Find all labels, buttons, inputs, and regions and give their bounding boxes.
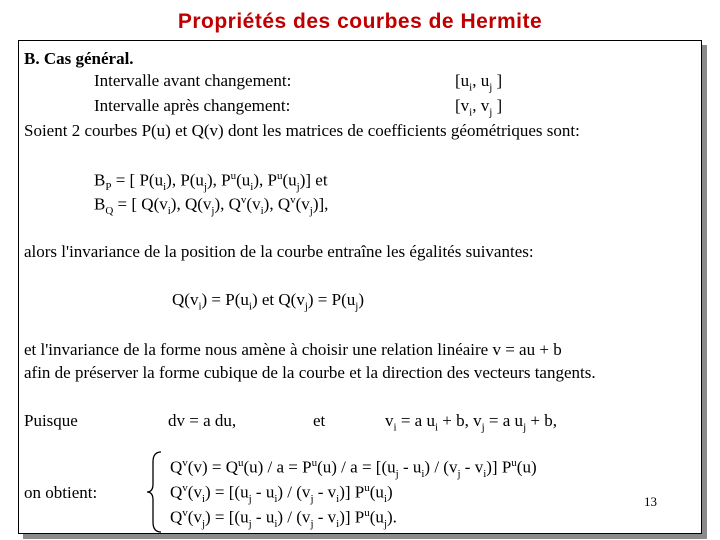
matrix-bq: $B_Q$ = [ $Q(v_i)$, $Q(v_j)$, $Q^v(v_i)$, $Q^v(v_j)$], xyxy=(94,194,329,218)
page-number: 13 xyxy=(644,494,657,509)
obtain-label: on obtient: xyxy=(24,483,98,502)
invariance-form-line-1: et l'invariance de la forme nous amène à choisir une relation linéaire v = au + b xyxy=(24,340,562,359)
section-heading: B. Cas général. xyxy=(24,49,134,68)
result-equation-1: $Q^v(v) = Q^u(u) / a = P^u(u) / a = [(u_j - u_i) / (v_j - v_i)]$ $P^u(u)$ xyxy=(170,457,537,481)
since-and: et xyxy=(313,411,326,430)
intro-text: Soient 2 courbes P(u) et Q(v) dont les matrices de coefficients géométriques sont: xyxy=(24,121,580,140)
interval-before-label: Intervalle avant changement: xyxy=(94,71,292,90)
interval-after-value: [$v_i$, $v_j$ ] xyxy=(455,96,503,119)
since-equation-1: dv = a du, xyxy=(168,411,237,430)
result-equation-3: $Q^v(v_j) = [(u_j - u_i) / (v_j - v_i)]$ $P^u(u_j)$. xyxy=(170,507,397,531)
result-equation-2: $Q^v(v_i) = [(u_j - u_i) / (v_j - v_i)]$ $P^u(u_i)$ xyxy=(170,482,393,506)
matrix-bp: $B_P$ = [ $P(u_i)$, $P(u_j)$, $P^u(u_i)$, $P^u(u_j)$] et xyxy=(94,170,328,194)
invariance-form-line-2: afin de préserver la forme cubique de la courbe et la direction des vecteurs tangents. xyxy=(24,363,596,382)
left-brace-icon xyxy=(143,450,165,534)
interval-after-label: Intervalle après changement: xyxy=(94,96,291,115)
interval-before-value: [$u_i$, $u_j$ ] xyxy=(455,71,503,94)
position-equalities: $Q(v_i) = P(u_i)$ et $Q(v_j) = P(u_j)$ xyxy=(172,290,364,313)
since-equation-2: $v_i = a$ $u_i + b$, $v_j = a$ $u_j + b$, xyxy=(385,411,557,434)
since-label: Puisque xyxy=(24,411,78,430)
invariance-position-text: alors l'invariance de la position de la courbe entraîne les égalités suivantes: xyxy=(24,242,534,261)
slide-title: Propriétés des courbes de Hermite xyxy=(177,10,543,33)
